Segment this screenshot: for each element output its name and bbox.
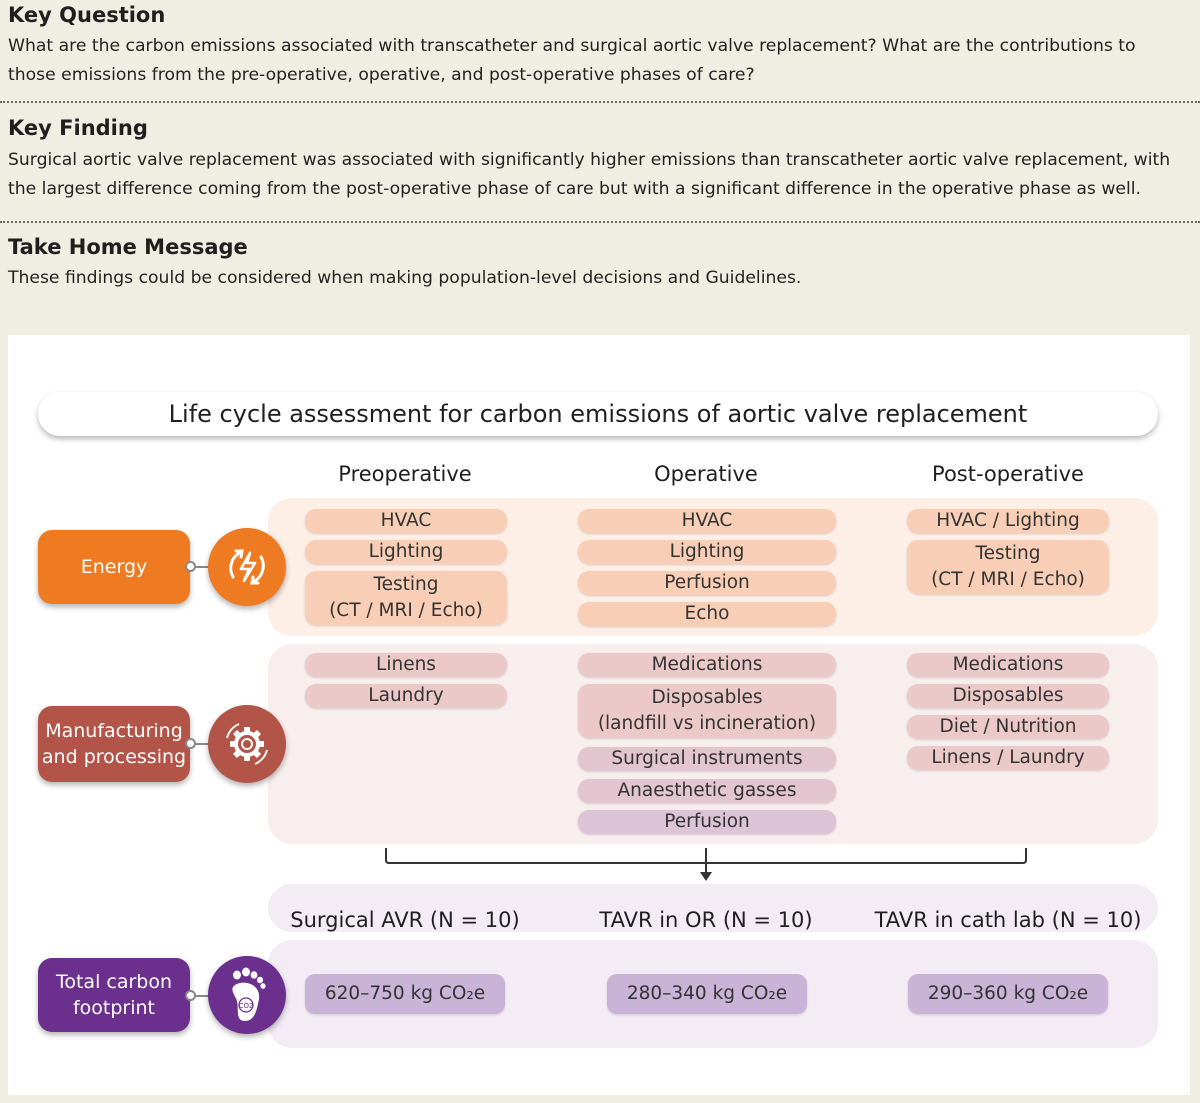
footprint-icon-svg — [219, 965, 275, 1025]
total-tavr-or: 280–340 kg CO₂e — [607, 974, 807, 1014]
energy-op-hvac: HVAC — [578, 509, 836, 533]
energy-icon-svg — [219, 539, 275, 595]
group-tavr-or: TAVR in OR (N = 10) — [599, 908, 813, 932]
mfg-op-surgical-instruments: Surgical instruments — [578, 747, 836, 771]
total-tavr-cath-lab: 290–360 kg CO₂e — [908, 974, 1108, 1014]
mfg-op-anaesthetic-gasses: Anaesthetic gasses — [578, 779, 836, 803]
diagram-title: Life cycle assessment for carbon emissions of aortic valve replacement — [38, 392, 1158, 436]
merge-bracket — [380, 846, 1032, 884]
energy-label-text: Energy — [80, 556, 148, 578]
energy-op-perfusion: Perfusion — [578, 571, 836, 595]
mfg-post-linens-laundry: Linens / Laundry — [907, 746, 1109, 770]
take-home-text: These findings could be considered when making population-level decisions and Guidelines. — [8, 268, 802, 288]
column-postoperative: Post-operative — [932, 462, 1084, 486]
mfg-op-perfusion: Perfusion — [578, 810, 836, 834]
mfg-pre-linens: Linens — [305, 653, 507, 677]
energy-post-hvac-lighting: HVAC / Lighting — [907, 509, 1109, 533]
total-label-text: Total carbon footprint — [55, 971, 173, 1019]
energy-pre-hvac: HVAC — [305, 509, 507, 533]
take-home-heading: Take Home Message — [8, 235, 248, 259]
energy-label — [38, 530, 190, 604]
mfg-op-disposables: Disposables (landfill vs incineration) — [578, 684, 836, 738]
energy-pre-lighting: Lighting — [305, 540, 507, 564]
total-label — [38, 958, 190, 1032]
key-finding-text: Surgical aortic valve replacement was associated with significantly higher emissions than transcatheter aortic valve replacement, with the largest difference coming from the post-operative phase of care but with a significant difference in the operative phase as well. — [8, 150, 1171, 199]
group-surgical-avr: Surgical AVR (N = 10) — [290, 908, 520, 932]
energy-post-testing: Testing (CT / MRI / Echo) — [907, 540, 1109, 594]
connector-dot — [185, 990, 196, 1001]
divider — [0, 221, 1200, 223]
total-surgical-avr: 620–750 kg CO₂e — [305, 974, 505, 1014]
gear-icon-svg — [219, 716, 275, 772]
column-preoperative: Preoperative — [338, 462, 472, 486]
mfg-post-medications: Medications — [907, 653, 1109, 677]
key-question-heading: Key Question — [8, 3, 166, 27]
gear-icon — [208, 705, 286, 783]
energy-op-lighting: Lighting — [578, 540, 836, 564]
group-tavr-cath-lab: TAVR in cath lab (N = 10) — [874, 908, 1142, 932]
manufacturing-label — [38, 706, 190, 782]
manufacturing-label-text: Manufacturing and processing — [41, 720, 187, 768]
energy-pre-testing: Testing (CT / MRI / Echo) — [305, 571, 507, 625]
key-question-text: What are the carbon emissions associated with transcatheter and surgical aortic valve replacement? What are the contributions to those emissions from the pre-operative, operative, and post-operative phases of care? — [8, 36, 1136, 85]
energy-icon — [208, 528, 286, 606]
footprint-icon — [208, 956, 286, 1034]
connector-dot — [185, 561, 196, 572]
footprint-co2-text: CO2 — [238, 1002, 254, 1010]
mfg-post-diet: Diet / Nutrition — [907, 715, 1109, 739]
mfg-pre-laundry: Laundry — [305, 684, 507, 708]
column-operative: Operative — [654, 462, 758, 486]
connector-dot — [185, 738, 196, 749]
mfg-post-disposables: Disposables — [907, 684, 1109, 708]
energy-op-echo: Echo — [578, 602, 836, 626]
mfg-op-medications: Medications — [578, 653, 836, 677]
key-finding-heading: Key Finding — [8, 116, 148, 140]
divider — [0, 101, 1200, 103]
